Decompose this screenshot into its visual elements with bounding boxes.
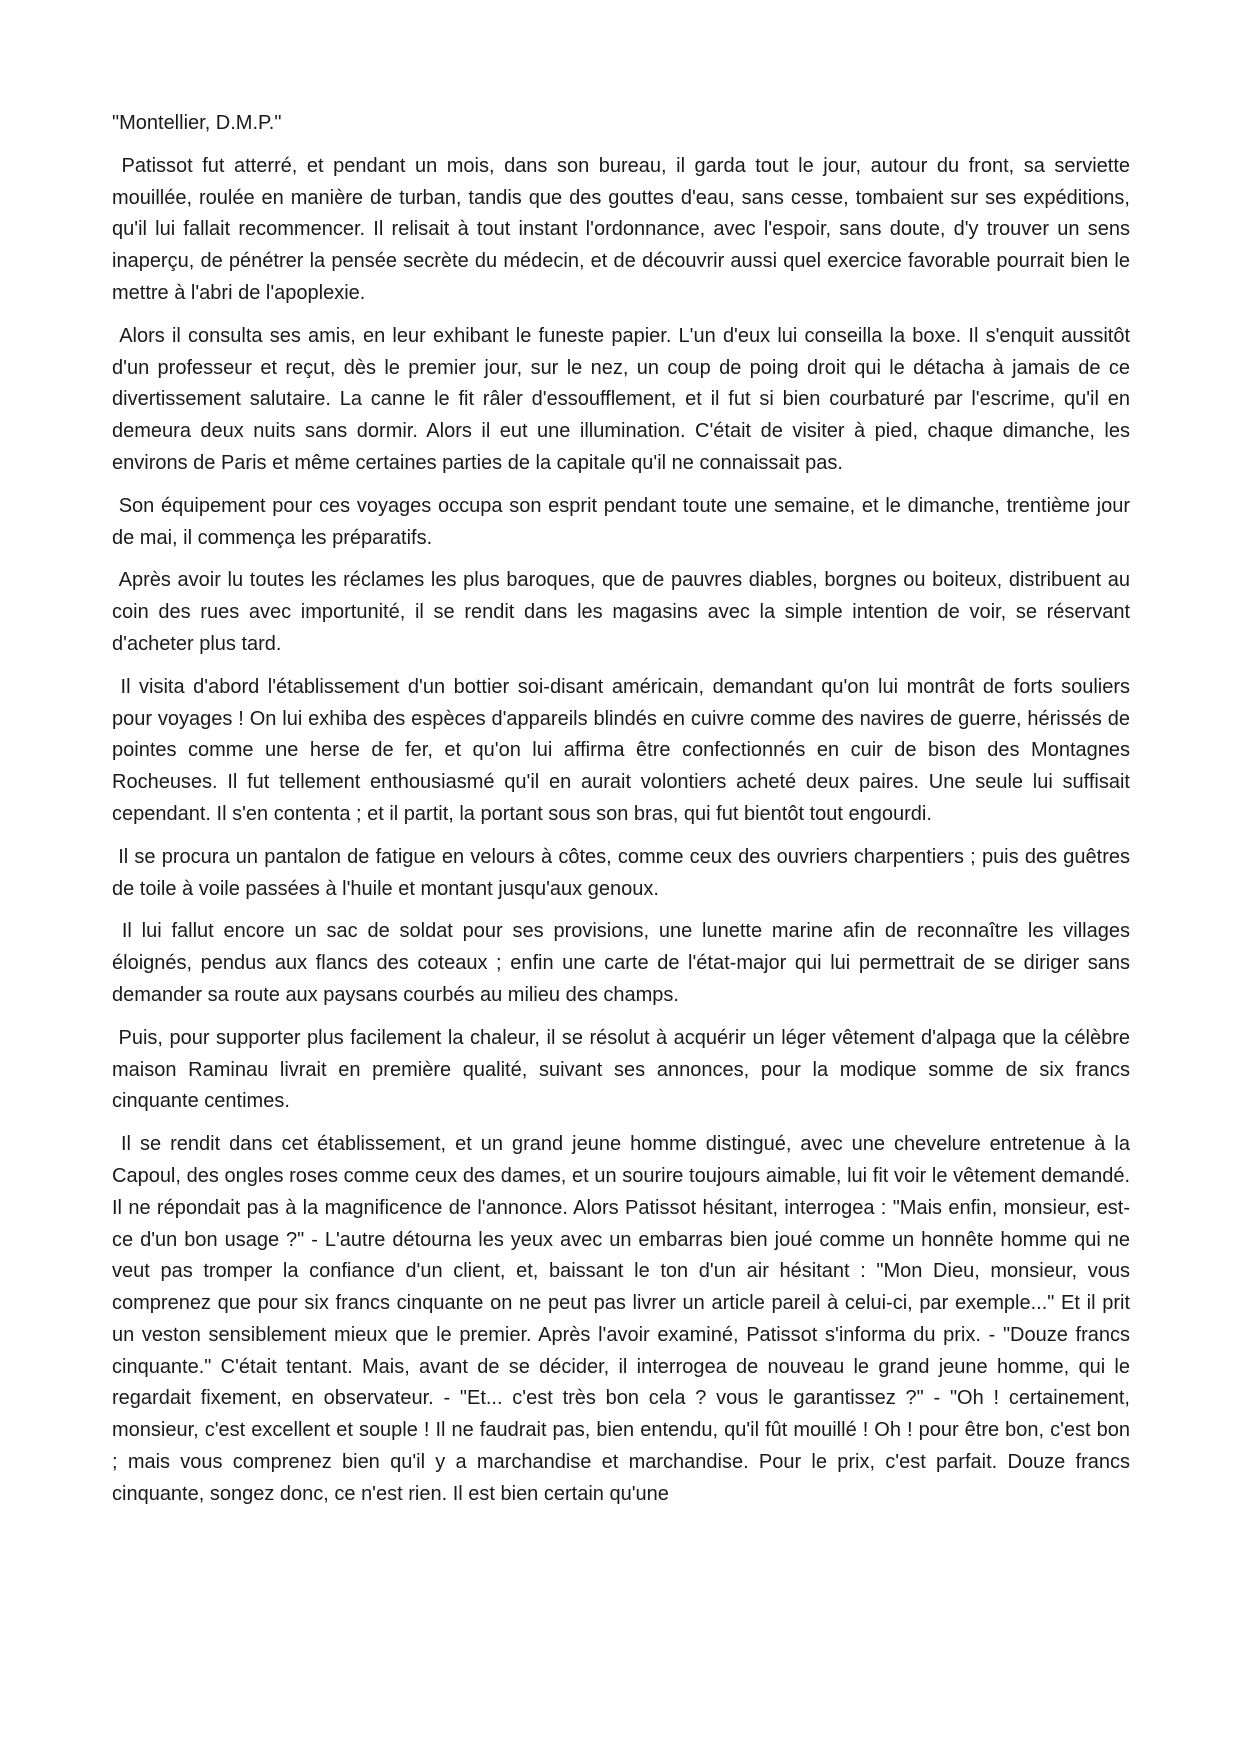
paragraph-4: Après avoir lu toutes les réclames les plus baroques, que de pauvres diables, borgnes ou boiteux, distribuent au coin des rues avec importunité, il se rendit dans les magasins avec la simple intention de voir, se réservant d'acheter plus tard. <box>112 569 1136 655</box>
paragraph-1: Patissot fut atterré, et pendant un mois, dans son bureau, il garda tout le jour, autour du front, sa serviette mouillée, roulée en manière de turban, tandis que des gouttes d'eau, sans cesse, tombaient sur ses expéditions, qu'il lui fallait recommencer. Il relisait à tout instant l'ordonnance, avec l'espoir, sans doute, d'y trouver un sens inaperçu, de pénétrer la pensée secrète du médecin, et de découvrir aussi quel exercice favorable pourrait bien le mettre à l'abri de l'apoplexie. <box>112 154 1136 304</box>
paragraph-2: Alors il consulta ses amis, en leur exhibant le funeste papier. L'un d'eux lui conseilla la boxe. Il s'enquit aussitôt d'un professeur et reçut, dès le premier jour, sur le nez, un coup de poing droit qui le détacha à jamais de ce divertissement salutaire. La canne le fit râler d'essoufflement, et il fut si bien courbaturé par l'escrime, qu'il en demeura deux nuits sans dormir. Alors il eut une illumination. C'était de visiter à pied, chaque dimanche, les environs de Paris et même certaines parties de la capitale qu'il ne connaissait pas. <box>112 324 1136 474</box>
paragraph-9: Il se rendit dans cet établissement, et un grand jeune homme distingué, avec une chevelure entretenue à la Capoul, des ongles roses comme ceux des dames, et un sourire toujours aimable, lui fit voir le vêtement demandé. Il ne répondait pas à la magnificence de l'annonce. Alors Patissot hésitant, interrogea : "Mais enfin, monsieur, est-ce d'un bon usage ?" - L'autre détourna les yeux avec un embarras bien joué comme un honnête homme qui ne veut pas tromper la confiance d'un client, et, baissant le ton d'un air hésitant : "Mon Dieu, monsieur, vous comprenez que pour six francs cinquante on ne peut pas livrer un article pareil à celui-ci, par exemple..." Et il prit un veston sensiblement mieux que le premier. Après l'avoir examiné, Patissot s'informa du prix. - "Douze francs cinquante." C'était tentant. Mais, avant de se décider, il interrogea de nouveau le grand jeune homme, qui le regardait fixement, en observateur. - "Et... c'est très bon cela ? vous le garantissez ?" - "Oh ! certainement, monsieur, c'est excellent et souple ! Il ne faudrait pas, bien entendu, qu'il fût mouillé ! Oh ! pour être bon, c'est bon ; mais vous comprenez bien qu'il y a marchandise et marchandise. Pour le prix, c'est parfait. Douze francs cinquante, songez donc, ce n'est rien. Il est bien certain qu'une <box>112 1133 1136 1505</box>
paragraph-8: Puis, pour supporter plus facilement la chaleur, il se résolut à acquérir un léger vêtement d'alpaga que la célèbre maison Raminau livrait en première qualité, suivant ses annonces, pour la modique somme de six francs cinquante centimes. <box>112 1026 1136 1113</box>
paragraph-3: Son équipement pour ces voyages occupa son esprit pendant toute une semaine, et le dimanche, trentième jour de mai, il commença les préparatifs. <box>112 494 1136 549</box>
paragraph-6: Il se procura un pantalon de fatigue en velours à côtes, comme ceux des ouvriers charpentiers ; puis des guêtres de toile à voile passées à l'huile et montant jusqu'aux genoux. <box>112 845 1136 900</box>
paragraph-7: Il lui fallut encore un sac de soldat pour ses provisions, une lunette marine afin de reconnaître les villages éloignés, pendus aux flancs des coteaux ; enfin une carte de l'état-major qui lui permettrait de se diriger sans demander sa route aux paysans courbés au milieu des champs. <box>112 920 1136 1006</box>
paragraph-5: Il visita d'abord l'établissement d'un bottier soi-disant américain, demandant qu'on lui montrât de forts souliers pour voyages ! On lui exhiba des espèces d'appareils blindés en cuivre comme des navires de guerre, hérissés de pointes comme une herse de fer, et qu'on lui affirma être confectionnés en cuir de bison des Montagnes Rocheuses. Il fut tellement enthousiasmé qu'il en aurait volontiers acheté deux paires. Une seule lui suffisait cependant. Il s'en contenta ; et il partit, la portant sous son bras, qui fut bientôt tout engourdi. <box>112 675 1136 825</box>
document-heading: "Montellier, D.M.P." <box>112 112 282 134</box>
document-page <box>112 108 1136 1522</box>
